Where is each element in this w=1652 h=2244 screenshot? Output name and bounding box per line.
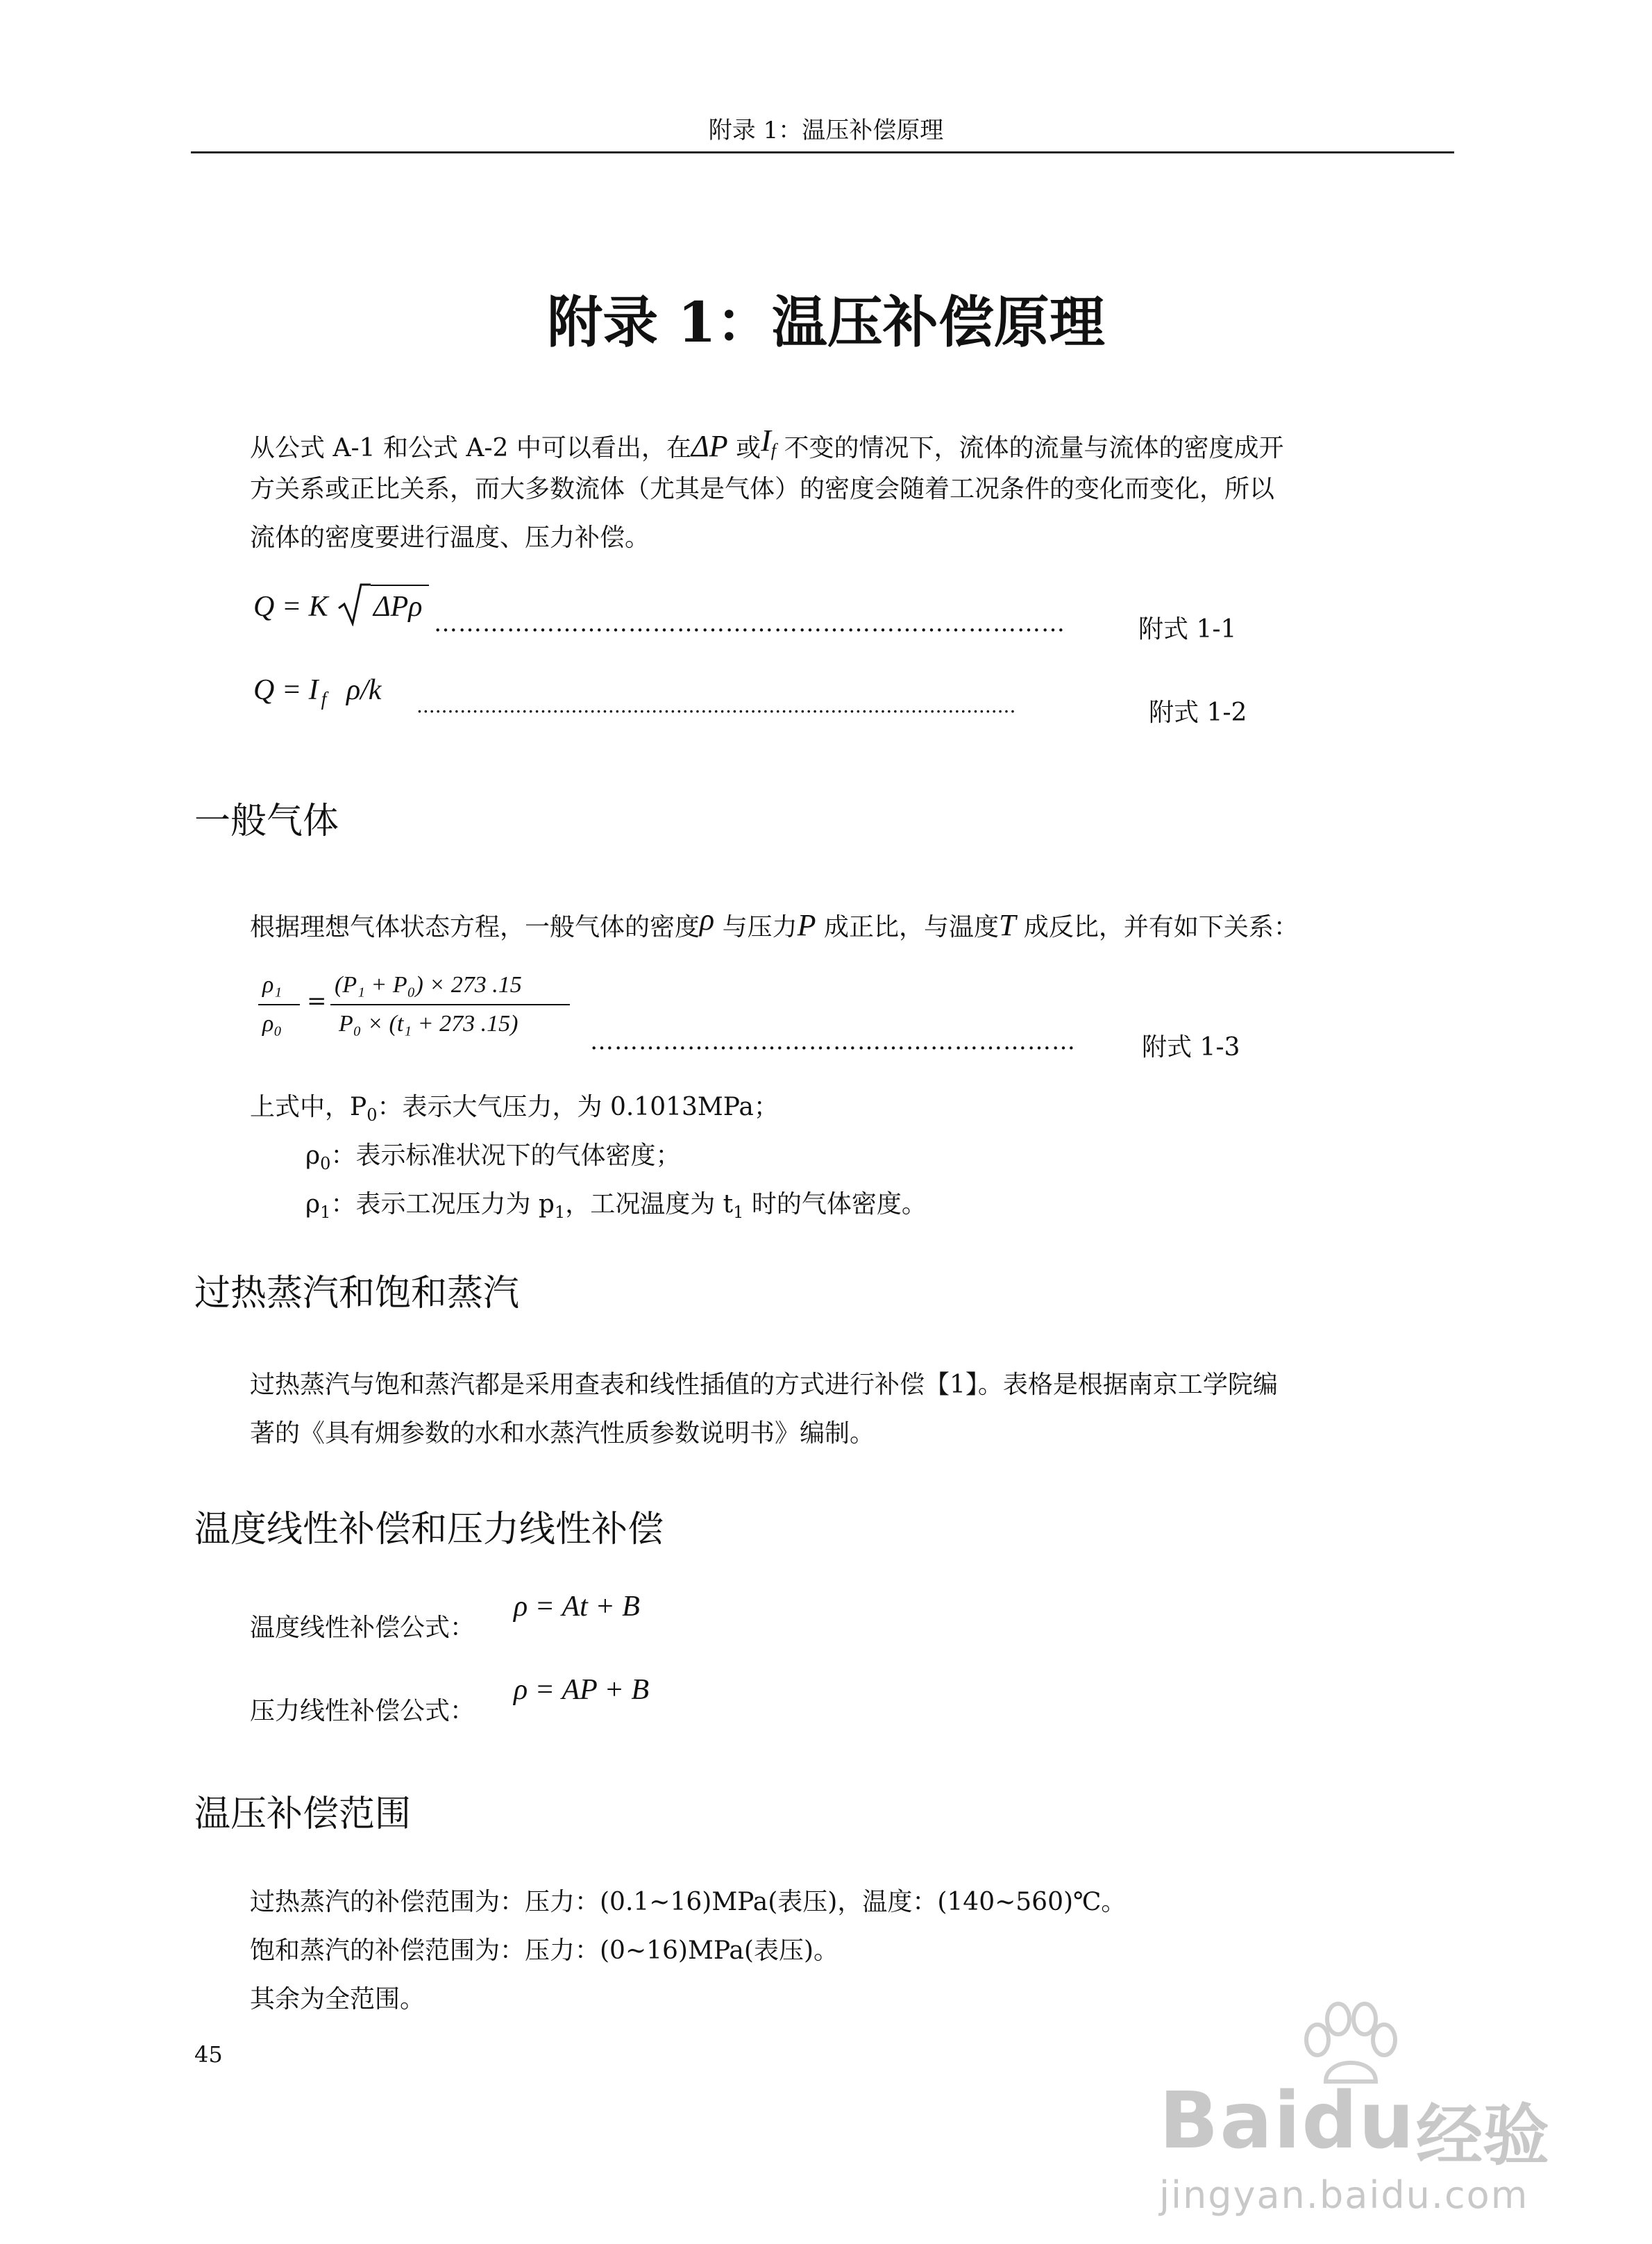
press-linear-label: 压力线性补偿公式： — [250, 1697, 475, 1725]
eq2-sub: f — [321, 689, 327, 711]
note-p0-text: ：表示大气压力，为 0.1013MPa； — [377, 1093, 779, 1121]
symbol-p: P — [797, 908, 816, 942]
temp-linear-label: 温度线性补偿公式： — [250, 1614, 475, 1642]
heading-linear-compensation: 温度线性补偿和压力线性补偿 — [194, 1509, 664, 1550]
gas-text-d: 成反比，并有如下关系： — [1023, 913, 1299, 941]
eq2-tag: 附式 1-2 — [1149, 698, 1247, 727]
sqrt-sign-icon — [337, 582, 372, 626]
gas-note-rho0 — [305, 1132, 680, 1188]
note-rho0-sub: 0 — [320, 1154, 331, 1174]
heading-general-gas: 一般气体 — [194, 801, 339, 842]
page-number: 45 — [194, 2041, 223, 2068]
watermark-url: jingyan.baidu.com — [1159, 2173, 1529, 2217]
intro-line-3: 流体的密度要进行温度、压力补偿。 — [250, 524, 650, 552]
gas-note-p0 — [250, 1083, 779, 1139]
eq1-radicand: ΔPρ — [373, 591, 423, 623]
symbol-i: I — [761, 424, 771, 458]
press-linear-formula: ρ = AP + B — [514, 1674, 650, 1706]
note-rho1-text-c: 时的气体密度。 — [743, 1190, 927, 1219]
heading-compensation-range: 温压补偿范围 — [194, 1793, 412, 1835]
eq1-lhs: Q = K — [253, 591, 328, 623]
gas-note-rho1 — [305, 1180, 927, 1237]
watermark-brand-cn: 经验 — [1416, 2097, 1549, 2175]
eq1-leader: …………………………………………………………………… — [434, 610, 1065, 637]
eq2-leader: ................................................................................................. — [416, 694, 1016, 717]
range-line-3: 其余为全范围。 — [250, 1985, 425, 2013]
steam-line-1: 过热蒸汽与饱和蒸汽都是采用查表和线性插值的方式进行补偿【1】。表格是根据南京工学院编 — [250, 1371, 1278, 1399]
note-p0-sub: 0 — [366, 1105, 378, 1125]
gas-text-b: 与压力 — [722, 913, 798, 941]
baidu-watermark — [1124, 2000, 1624, 2229]
eq3-lhs-fraction-bar — [258, 1004, 300, 1005]
eq3-rhs-num: (P₁ + P₀) × 273 .15 — [335, 972, 522, 998]
intro-text-a: 从公式 A-1 和公式 A-2 中可以看出，在 — [250, 434, 691, 462]
intro-text-b: 不变的情况下，流体的流量与流体的密度成开 — [784, 434, 1284, 462]
symbol-t: T — [998, 908, 1016, 942]
gas-text-c: 成正比，与温度 — [823, 913, 999, 941]
intro-line-2: 方关系或正比关系，而大多数流体（尤其是气体）的密度会随着工况条件的变化而变化，所以 — [250, 475, 1275, 503]
note-p0-prefix: 上式中，P — [250, 1093, 367, 1121]
intro-or: 或 — [736, 434, 761, 462]
eq2-lhs — [253, 673, 381, 711]
note-rho0-prefix: ρ — [305, 1141, 321, 1170]
temp-linear-formula: ρ = At + B — [514, 1591, 640, 1623]
note-rho1-prefix: ρ — [305, 1190, 321, 1219]
symbol-i-sub: f — [770, 440, 776, 460]
eq3-rhs-fraction-bar — [330, 1004, 570, 1005]
eq3-lhs-num: ρ₁ — [262, 972, 283, 998]
note-rho1-text-b: ，工况温度为 t — [565, 1190, 734, 1219]
note-rho1-text-a: ：表示工况压力为 p — [330, 1190, 555, 1219]
eq2-lhs-text: Q = I — [253, 674, 319, 706]
gas-text-a: 根据理想气体状态方程，一般气体的密度 — [250, 913, 700, 941]
sqrt-overline — [371, 585, 429, 586]
note-rho1-sub: 1 — [320, 1203, 331, 1223]
header-rule — [191, 151, 1454, 153]
gas-description — [250, 896, 1513, 952]
eq3-leader: …………………………………………………… — [590, 1028, 1076, 1055]
watermark-brand: Baidu — [1159, 2076, 1416, 2166]
eq3-rhs-den: P₀ × (t₁ + 273 .15) — [339, 1011, 519, 1037]
heading-steam: 过热蒸汽和饱和蒸汽 — [194, 1273, 520, 1314]
page-title: 附录 1：温压补偿原理 — [547, 290, 1105, 355]
steam-line-2: 著的《具有㶲参数的水和水蒸汽性质参数说明书》编制。 — [250, 1419, 875, 1448]
eq3-equals: = — [307, 987, 327, 1015]
running-header: 附录 1：温压补偿原理 — [708, 117, 944, 144]
note-rho0-text: ：表示标准状况下的气体密度； — [330, 1141, 681, 1170]
range-line-2: 饱和蒸汽的补偿范围为：压力：(0~16)MPa(表压)。 — [250, 1936, 838, 1965]
eq1-tag: 附式 1-1 — [1138, 615, 1237, 644]
eq2-rhs: ρ/k — [346, 674, 382, 706]
symbol-delta-p: ΔP — [691, 429, 728, 463]
eq3-lhs-den: ρ₀ — [262, 1011, 283, 1037]
eq3-tag: 附式 1-3 — [1142, 1033, 1240, 1062]
symbol-rho: ρ — [700, 903, 715, 937]
range-line-1: 过热蒸汽的补偿范围为：压力：(0.1~16)MPa(表压)，温度：(140~560)℃。 — [250, 1888, 1127, 1916]
note-rho1-sub-p: 1 — [554, 1203, 566, 1223]
note-rho1-sub-t: 1 — [733, 1203, 744, 1223]
